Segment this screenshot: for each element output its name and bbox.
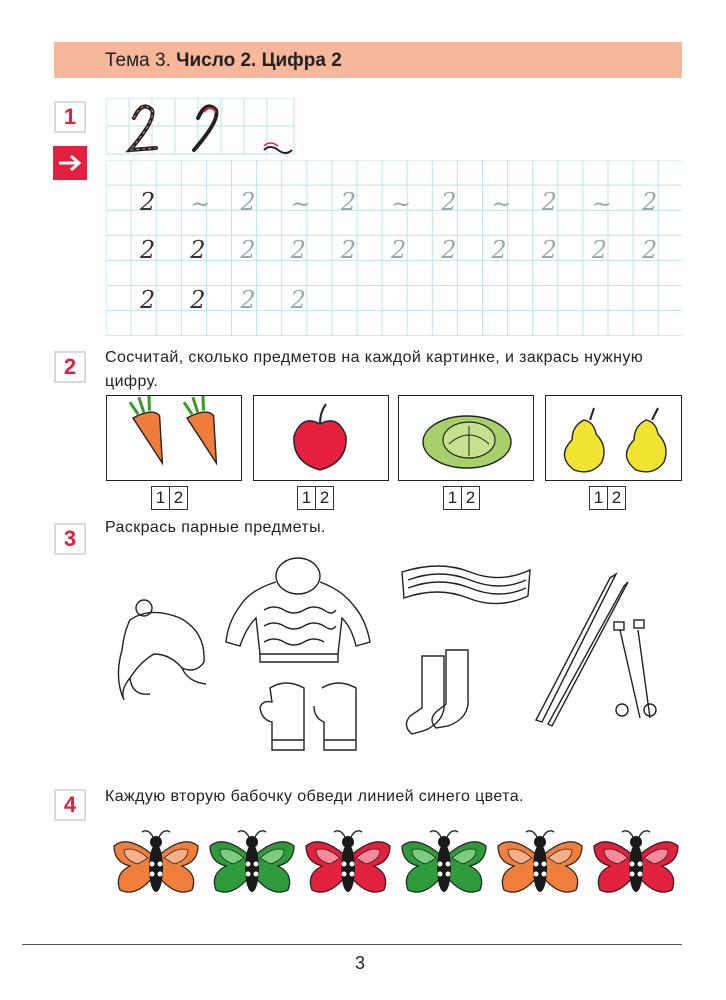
arrow-right-icon <box>53 146 87 180</box>
task-1-badge: 1 <box>54 101 86 133</box>
trace-digit: 2 <box>140 286 156 314</box>
answer-box-carrots[interactable] <box>151 486 188 510</box>
trace-digit: 2 <box>541 236 557 264</box>
task-2-text: Сосчитай, сколько предметов на каждой картинке, и закрась нужную цифру. <box>105 349 644 390</box>
butterfly-icon[interactable] <box>210 831 294 892</box>
choice-one[interactable]: 1 <box>593 488 604 507</box>
butterfly-icon[interactable] <box>498 831 582 892</box>
answer-box-pears[interactable] <box>589 486 626 510</box>
sample-digit-cells <box>106 98 296 158</box>
task-4-text: Каждую вторую бабочку обведи линией синего цвета. <box>105 788 524 805</box>
trace-digit: 2 <box>190 236 206 264</box>
picture-cabbage <box>398 395 534 481</box>
task-2-badge: 2 <box>54 351 86 383</box>
choice-one[interactable]: 1 <box>301 488 312 507</box>
trace-digit: 2 <box>642 236 658 264</box>
answer-box-apple[interactable] <box>297 486 334 510</box>
apple-icon <box>254 396 390 482</box>
topic-name: Число 2. Цифра 2 <box>176 50 342 71</box>
cabbage-icon <box>399 396 535 482</box>
trace-digit: 2 <box>441 236 457 264</box>
picture-carrots <box>106 395 242 481</box>
footer-divider <box>22 944 682 945</box>
trace-digit: 2 <box>491 236 507 264</box>
practice-grid <box>106 160 682 336</box>
task-3-text: Раскрась парные предметы. <box>105 519 326 536</box>
trace-digit: 2 <box>240 236 256 264</box>
picture-pears <box>545 395 682 481</box>
choice-two[interactable]: 2 <box>315 487 333 509</box>
task-4-badge: 4 <box>54 789 86 821</box>
guide-tilde: ~ <box>391 190 412 218</box>
choice-one[interactable]: 1 <box>447 488 458 507</box>
topic-label: Тема 3. <box>105 50 171 71</box>
socks-icon <box>406 650 468 734</box>
choice-two[interactable]: 2 <box>607 487 625 509</box>
butterfly-icon[interactable] <box>594 831 678 892</box>
picture-apple <box>253 395 389 481</box>
paired-items-illustration <box>110 550 670 770</box>
choice-two[interactable]: 2 <box>461 487 479 509</box>
butterfly-row <box>108 828 680 904</box>
trace-digit: 2 <box>340 236 357 264</box>
sweater-icon <box>226 558 370 662</box>
pear-icon <box>546 396 683 482</box>
carrot-icon <box>107 396 243 482</box>
guide-tilde: ~ <box>491 190 512 218</box>
trace-digit: 2 <box>290 286 306 314</box>
trace-digit: 2 <box>240 286 256 314</box>
trace-digit: 2 <box>391 236 407 264</box>
choice-one[interactable]: 1 <box>155 488 166 507</box>
butterfly-icon[interactable] <box>114 831 198 892</box>
trace-digit: 2 <box>190 286 206 314</box>
guide-digit: 2 <box>140 188 156 216</box>
mittens-icon <box>260 683 356 750</box>
task-3-badge: 3 <box>54 523 86 555</box>
guide-digit: 2 <box>441 188 457 216</box>
trace-digit: 2 <box>290 236 306 264</box>
choice-two[interactable]: 2 <box>169 487 187 509</box>
page-number: 3 <box>355 953 366 973</box>
skis-icon <box>536 574 656 726</box>
guide-digit: 2 <box>340 188 357 216</box>
guide-digit: 2 <box>240 188 256 216</box>
topic-title <box>105 50 342 72</box>
trace-digit: 2 <box>591 236 608 264</box>
guide-digit: 2 <box>541 188 557 216</box>
guide-tilde: ~ <box>591 190 612 218</box>
hat-icon <box>118 600 206 700</box>
butterfly-icon[interactable] <box>306 831 390 892</box>
trace-digit: 2 <box>140 236 156 264</box>
answer-box-cabbage[interactable] <box>443 486 480 510</box>
guide-tilde: ~ <box>290 190 311 218</box>
scarf-icon <box>402 566 530 604</box>
butterfly-icon[interactable] <box>402 831 486 892</box>
guide-tilde: ~ <box>190 190 211 218</box>
guide-digit: 2 <box>642 188 658 216</box>
